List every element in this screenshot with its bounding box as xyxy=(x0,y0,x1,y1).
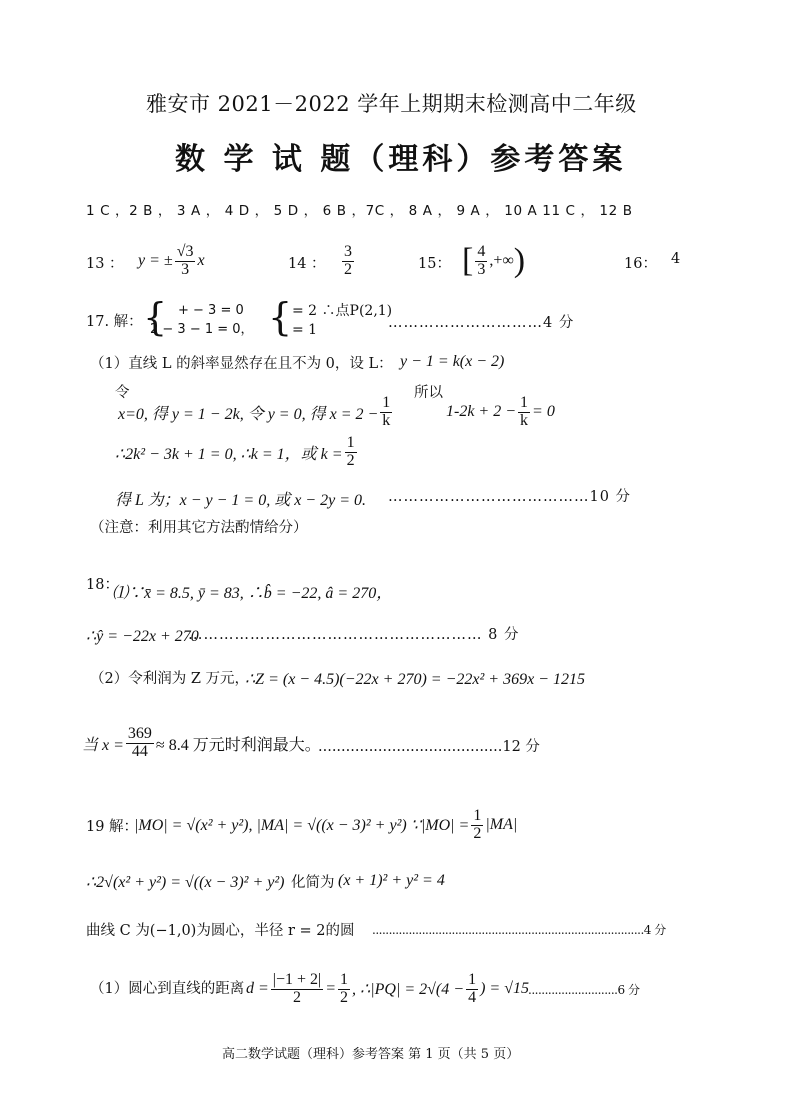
q19-q-num: 1 xyxy=(468,970,477,988)
q17-so-label: 所以 xyxy=(414,385,443,401)
q17-system2-line2: = 1 xyxy=(292,322,318,338)
q19-score-2: ...........................6 分 xyxy=(528,983,640,997)
q15-answer xyxy=(462,236,525,286)
q18-score-2: ........................................12 分 xyxy=(318,739,540,755)
q16-label: 16： xyxy=(624,256,657,272)
q13-numerator: √3 xyxy=(176,242,194,260)
q19-line1-text: |MO| = √(x² + y²), |MA| = √((x − 3)² + y²) ∵|MO| = xyxy=(134,817,470,834)
q19-eq-c: , ∴|PQ| = 2√(4 − xyxy=(352,981,465,998)
q17-so-frac-num: 1 xyxy=(520,393,529,411)
q17-therefore-line xyxy=(115,428,359,476)
q17-system1-line2: 2 − 3 − 1 = 0， xyxy=(150,322,254,337)
q18-score-1: ………………………………………………… 8 分 xyxy=(188,627,520,643)
q19-d-num: |−1 + 2| xyxy=(272,970,322,988)
choice-answers: 1 C ，2 B ， 3 A ， 4 D ， 5 D ， 6 B ，7C ， 8 A ， 9 A ， 10 A 11 C ， 12 B xyxy=(86,203,633,219)
q18-part2-equation: ∴Z = (x − 4.5)(−22x + 270) = −22x² + 369x − 1215 xyxy=(245,671,585,688)
q17-label: 17. 解： xyxy=(86,314,143,330)
q18-when-tail: ≈ 8.4 万元时利润最大。 xyxy=(155,736,321,754)
q17-half-num: 1 xyxy=(346,433,355,451)
q14-answer xyxy=(340,238,356,284)
q17-so-equation xyxy=(446,388,555,436)
q17-note: （注意：利用其它方法酌情给分） xyxy=(90,520,308,536)
q17-part1-equation: y − 1 = k(x − 2) xyxy=(400,353,505,370)
q17-so-frac xyxy=(518,395,530,430)
q19-eq-b: = xyxy=(325,980,337,997)
q13-denominator: 3 xyxy=(181,260,190,278)
q19-d-den: 2 xyxy=(293,988,302,1006)
q19-line1-tail: |MA| xyxy=(485,816,518,833)
q18-line1: ⑴∵x̄ = 8.5, ȳ = 83, ∴b̂ = −22, â = 270， xyxy=(112,585,393,602)
q18-frac-den: 44 xyxy=(131,742,148,760)
q19-line2: ∴2√(x² + y²) = √((x − 3)² + y²) xyxy=(86,874,285,891)
q17-frac-1k xyxy=(380,395,392,430)
q17-so-text: 1-2k + 2 − xyxy=(446,403,517,420)
q19-q-frac xyxy=(466,972,478,1007)
q14-fraction xyxy=(342,244,354,279)
q19-d-label: d = xyxy=(246,980,269,997)
q19-half-frac xyxy=(471,808,483,843)
q13-answer xyxy=(138,236,205,286)
q19-h-frac xyxy=(338,972,350,1007)
q19-q-den: 4 xyxy=(468,988,477,1006)
page-footer: 高二数学试题（理科）参考答案 第 1 页（共 5 页） xyxy=(222,1047,520,1062)
q17-so-frac-den: k xyxy=(520,411,529,429)
left-brace-icon: { xyxy=(143,295,168,339)
q19-h-den: 2 xyxy=(340,988,349,1006)
q19-line1 xyxy=(134,800,517,850)
left-bracket-icon: [ xyxy=(462,242,474,279)
q17-score-2: …………………………………10 分 xyxy=(388,489,632,505)
q17-frac-1k-den: k xyxy=(382,411,391,429)
q17-let-label: 令 xyxy=(115,385,130,401)
q19-d-frac xyxy=(271,972,323,1007)
q13-var: x xyxy=(197,252,205,269)
q15-fraction xyxy=(475,244,487,279)
document-title: 雅安市 2021－2022 学年上期期末检测高中二年级 xyxy=(146,92,637,116)
q19-line2-tail: (x + 1)² + y² = 4 xyxy=(338,872,445,889)
document-subtitle: 数 学 试 题（理科）参考答案 xyxy=(175,142,627,177)
q17-half-den: 2 xyxy=(346,451,355,469)
q18-frac xyxy=(126,726,154,761)
q15-numerator: 4 xyxy=(477,242,486,260)
q13-label: 13 ： xyxy=(86,256,124,272)
q15-tail: ,+∞ xyxy=(489,252,514,269)
q17-system2-line1: = 2 ∴点P(2,1) xyxy=(292,303,393,319)
q14-label: 14 ： xyxy=(288,256,326,272)
q13-fraction xyxy=(175,244,196,279)
q19-score-1: ..................................................................................4 分 xyxy=(372,923,666,937)
q18-when: 当 x = xyxy=(82,736,124,754)
q19-part1: （1）圆心到直线的距离 xyxy=(90,981,245,997)
q14-denominator: 2 xyxy=(344,260,352,278)
q13-expr: y = ± xyxy=(138,252,173,269)
q17-score-1: …………………………4 分 xyxy=(388,315,575,331)
left-brace-icon: { xyxy=(268,295,293,339)
q16-value: 4 xyxy=(671,251,681,267)
q18-part2: （2）令利润为 Z 万元， xyxy=(90,671,250,687)
q17-therefore-text: ∴2k² − 3k + 1 = 0, ∴k = 1，或 k = xyxy=(115,445,343,463)
q17-part1: （1）直线 L 的斜率显然存在且不为 0，设 L： xyxy=(90,356,393,372)
q18-frac-num: 369 xyxy=(127,724,152,742)
q17-so-tail: = 0 xyxy=(532,403,555,420)
q17-half-frac xyxy=(345,435,357,470)
q19-eq-d: ) = √15 xyxy=(480,980,529,997)
q19-half-num: 1 xyxy=(473,806,482,824)
q17-result: 得 L 为；x − y − 1 = 0, 或 x − 2y = 0. xyxy=(115,492,367,509)
q19-part1-equation xyxy=(246,962,529,1016)
q18-max-line xyxy=(82,718,321,768)
q19-half-den: 2 xyxy=(473,824,482,842)
q19-h-num: 1 xyxy=(340,970,349,988)
q17-let-text: x=0, 得 y = 1 − 2k, 令 y = 0, 得 x = 2 − xyxy=(118,405,379,423)
q19-line3: 曲线 C 为(−1,0)为圆心，半径 r = 2的圆 xyxy=(86,923,355,939)
q19-label: 19 解： xyxy=(86,819,139,835)
q18-line2: ∴ŷ = −22x + 270 xyxy=(86,628,199,645)
q18-label: 18： xyxy=(86,577,119,593)
q15-label: 15： xyxy=(418,256,451,272)
q19-line2-mid: 化简为 xyxy=(291,875,335,891)
right-paren-icon: ) xyxy=(513,242,526,279)
q17-frac-1k-num: 1 xyxy=(382,393,391,411)
q14-numerator: 3 xyxy=(344,242,352,260)
q15-denominator: 3 xyxy=(477,260,486,278)
q17-system1-line1: + − 3 = 0 xyxy=(178,303,244,318)
